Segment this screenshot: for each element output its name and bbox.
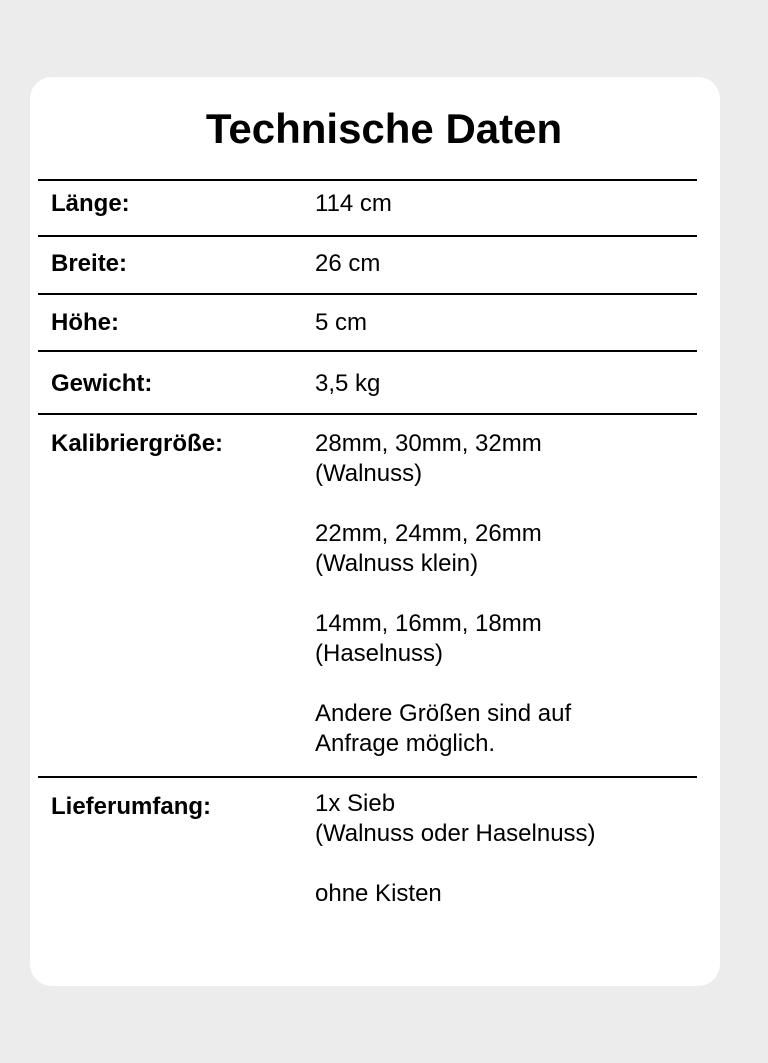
spec-label-calibration-size: Kalibriergröße: <box>51 430 224 457</box>
spec-label-height: Höhe: <box>51 309 119 336</box>
spec-value-height: 5 cm <box>315 309 368 336</box>
spec-value-width: 26 cm <box>315 250 381 277</box>
spec-value-calibration-line: Anfrage möglich. <box>315 730 496 757</box>
spec-value-delivery-line: ohne Kisten <box>315 880 442 907</box>
page-title: Technische Daten <box>205 105 563 152</box>
spec-value-calibration-line: 14mm, 16mm, 18mm <box>315 610 542 637</box>
spec-label-weight: Gewicht: <box>51 370 153 397</box>
spec-label-width: Breite: <box>51 250 128 277</box>
spec-value-calibration-line: (Walnuss) <box>315 460 423 487</box>
spec-value-calibration-line: (Walnuss klein) <box>315 550 479 577</box>
spec-value-calibration-line: 22mm, 24mm, 26mm <box>315 520 542 547</box>
spec-value-calibration-line: 28mm, 30mm, 32mm <box>315 430 542 457</box>
spec-value-weight: 3,5 kg <box>315 370 381 397</box>
spec-value-calibration-line: (Haselnuss) <box>315 640 444 667</box>
spec-label-length: Länge: <box>51 190 130 217</box>
spec-label-scope-of-delivery: Lieferumfang: <box>51 793 212 820</box>
table-divider <box>38 179 697 181</box>
spec-value-length: 114 cm <box>315 190 392 217</box>
table-divider <box>38 350 697 352</box>
spec-value-delivery-line: 1x Sieb <box>315 790 396 817</box>
spec-value-calibration-line: Andere Größen sind auf <box>315 700 572 727</box>
spec-value-delivery-line: (Walnuss oder Haselnuss) <box>315 820 596 847</box>
table-divider <box>38 413 697 415</box>
table-divider <box>38 293 697 295</box>
table-divider <box>38 235 697 237</box>
table-divider <box>38 776 697 778</box>
